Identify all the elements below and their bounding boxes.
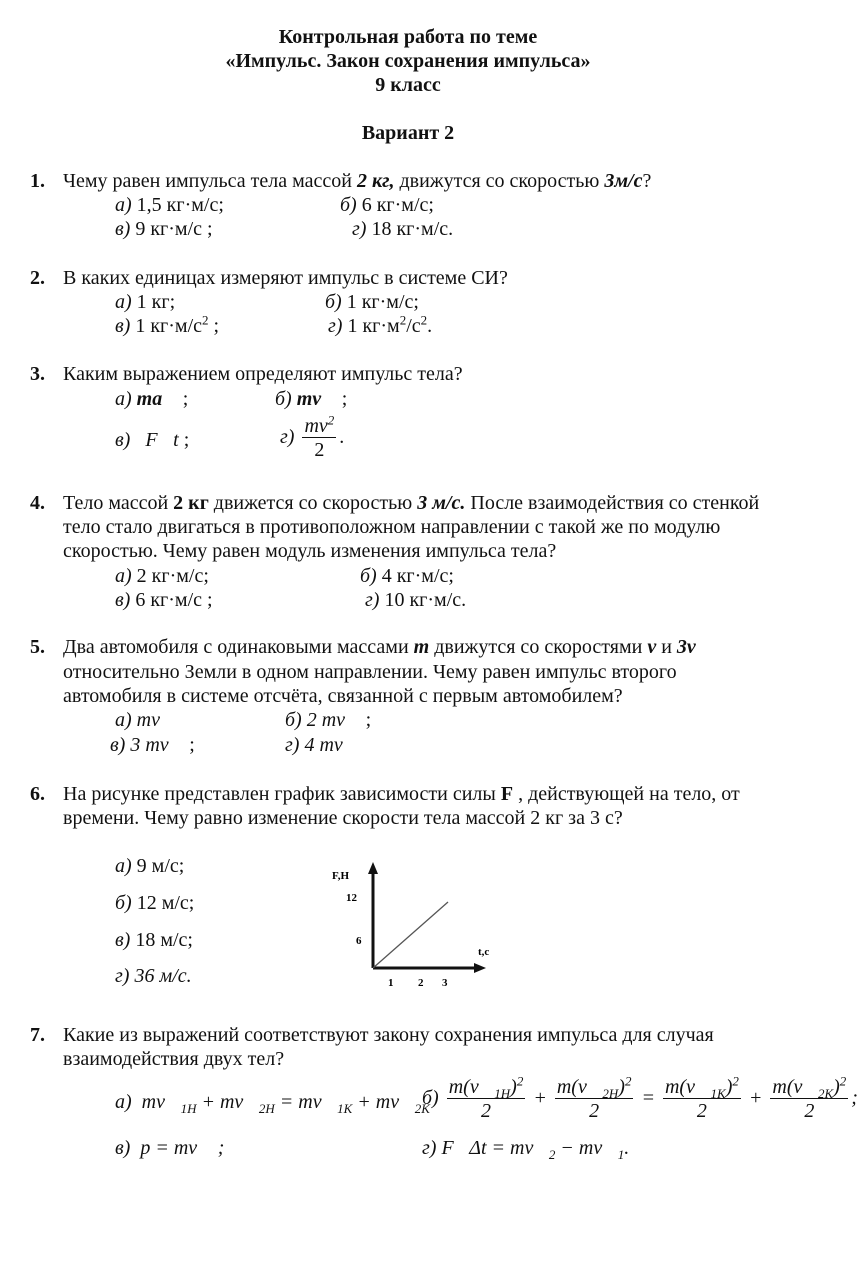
- q6-option-d: г) 36 м/с.: [115, 965, 192, 987]
- variant-heading: Вариант 2: [361, 122, 455, 144]
- q3-option-d: г) $\frac{mv^2}{2}$ .: [280, 412, 345, 461]
- q6-text-line-2: времени. Чему равно изменение скорости тела массой 2 кг за 3 с?: [63, 807, 623, 829]
- q5-option-b: б) 2 mv⃗ ;: [285, 709, 372, 731]
- q6-number: 6.: [30, 783, 45, 805]
- q7-option-b: б) $\frac{m(v⃗_{1H})^2}{2}$ + $\frac{m(v⃗_{2H})^2}{2}$ = $\frac{m(v⃗_{1K})^2}{2}$ + $\frac{m(v⃗_{2K})^2}{2}$ ;: [422, 1073, 858, 1122]
- q5-text-line-3: автомобиля в системе отсчёта, связанной с первым автомобилем?: [63, 685, 623, 707]
- q4-option-c: в) 6 кг·м/с ;: [115, 589, 213, 611]
- q2-option-c: в) 1 $кг\cdot м/с^2$ ;: [115, 312, 220, 337]
- q5-text-line-2: относительно Земли в одном направлении. Чему равен импульс второго: [63, 661, 677, 683]
- title-line-1: Контрольная работа по теме: [278, 26, 538, 48]
- q1-option-b: б) 6 кг·м/с;: [340, 194, 434, 216]
- q5-text-line-1: Два автомобиля с одинаковыми массами m движутся со скоростями v и 3v: [63, 636, 696, 658]
- y-tick-6: 6: [356, 935, 362, 947]
- x-tick-1: 1: [388, 977, 394, 989]
- q4-text-line-1: Тело массой 2 кг движется со скоростью 3 м/с. После взаимодействия со стенкой: [63, 492, 760, 514]
- q4-number: 4.: [30, 492, 45, 514]
- q4-text-line-3: скоростью. Чему равен модуль изменения импульса тела?: [63, 540, 557, 562]
- q7-number: 7.: [30, 1024, 45, 1046]
- x-axis-arrow-icon: [474, 963, 486, 973]
- q2-text: В каких единицах измеряют импульс в системе СИ?: [63, 267, 508, 289]
- x-tick-2: 2: [418, 977, 424, 989]
- q3-option-a: а) ma⃗ ;: [115, 388, 189, 410]
- q4-option-a: а) 2 кг·м/с;: [115, 565, 209, 587]
- q6-option-b: б) 12 м/с;: [115, 892, 195, 914]
- y-axis-arrow-icon: [368, 862, 378, 874]
- x-tick-3: 3: [442, 977, 448, 989]
- q5-option-d: г) 4 mv⃗: [285, 734, 359, 756]
- q1-option-c: в) 9 кг·м/с ;: [115, 218, 213, 240]
- q3-option-b: б) mv⃗ ;: [275, 388, 348, 410]
- force-time-graph: [320, 850, 500, 1000]
- q1-text: Чему равен импульса тела массой 2 кг, движутся со скоростью 3м/с?: [63, 170, 652, 192]
- q5-option-a: а) mv⃗: [115, 709, 176, 731]
- q7-text-line-1: Какие из выражений соответствуют закону сохранения импульса для случая: [63, 1024, 714, 1046]
- x-axis-label: t,c: [478, 946, 490, 958]
- q5-option-c: в) 3 mv⃗ ;: [110, 734, 195, 756]
- y-axis-label: F,H: [332, 870, 350, 882]
- q2-option-b: б) 1 кг·м/с;: [325, 291, 419, 313]
- q1-number: 1.: [30, 170, 45, 192]
- q6-option-c: в) 18 м/с;: [115, 929, 193, 951]
- force-line: [373, 902, 448, 968]
- q4-text-line-2: тело стало двигаться в противоположном направлении с такой же по модулю: [63, 516, 721, 538]
- q2-number: 2.: [30, 267, 45, 289]
- q4-option-d: г) 10 кг·м/с.: [365, 589, 467, 611]
- q3-option-c: в) F⃗t ;: [115, 429, 190, 451]
- q3-text: Каким выражением определяют импульс тела?: [63, 363, 463, 385]
- q7-option-c: в) p = mv⃗ ;: [115, 1137, 225, 1159]
- q7-option-a: а) $mv⃗_{1H}$ + $mv⃗_{2H}$ = $mv⃗_{1K}$ + $mv⃗_{2K}$: [115, 1091, 430, 1116]
- q7-option-d: г) F⃗Δt = $mv⃗_2$ − $mv⃗_1$.: [422, 1137, 630, 1162]
- q6-text-line-1: На рисунке представлен график зависимости силы F , действующей на тело, от: [63, 783, 740, 805]
- title-line-2: «Импульс. Закон сохранения импульса»: [225, 50, 591, 72]
- q6-option-a: а) 9 м/с;: [115, 855, 185, 877]
- q3-number: 3.: [30, 363, 45, 385]
- q2-option-a: а) 1 кг;: [115, 291, 176, 313]
- q1-option-d: г) 18 кг·м/с.: [352, 218, 454, 240]
- title-line-3: 9 класс: [375, 74, 441, 96]
- q5-number: 5.: [30, 636, 45, 658]
- y-tick-12: 12: [346, 892, 357, 904]
- q2-option-d: г) 1 $кг\cdot м^2/с^2$.: [328, 312, 433, 337]
- q7-text-line-2: взаимодействия двух тел?: [63, 1048, 285, 1070]
- q1-option-a: а) 1,5 кг·м/с;: [115, 194, 224, 216]
- q4-option-b: б) 4 кг·м/с;: [360, 565, 454, 587]
